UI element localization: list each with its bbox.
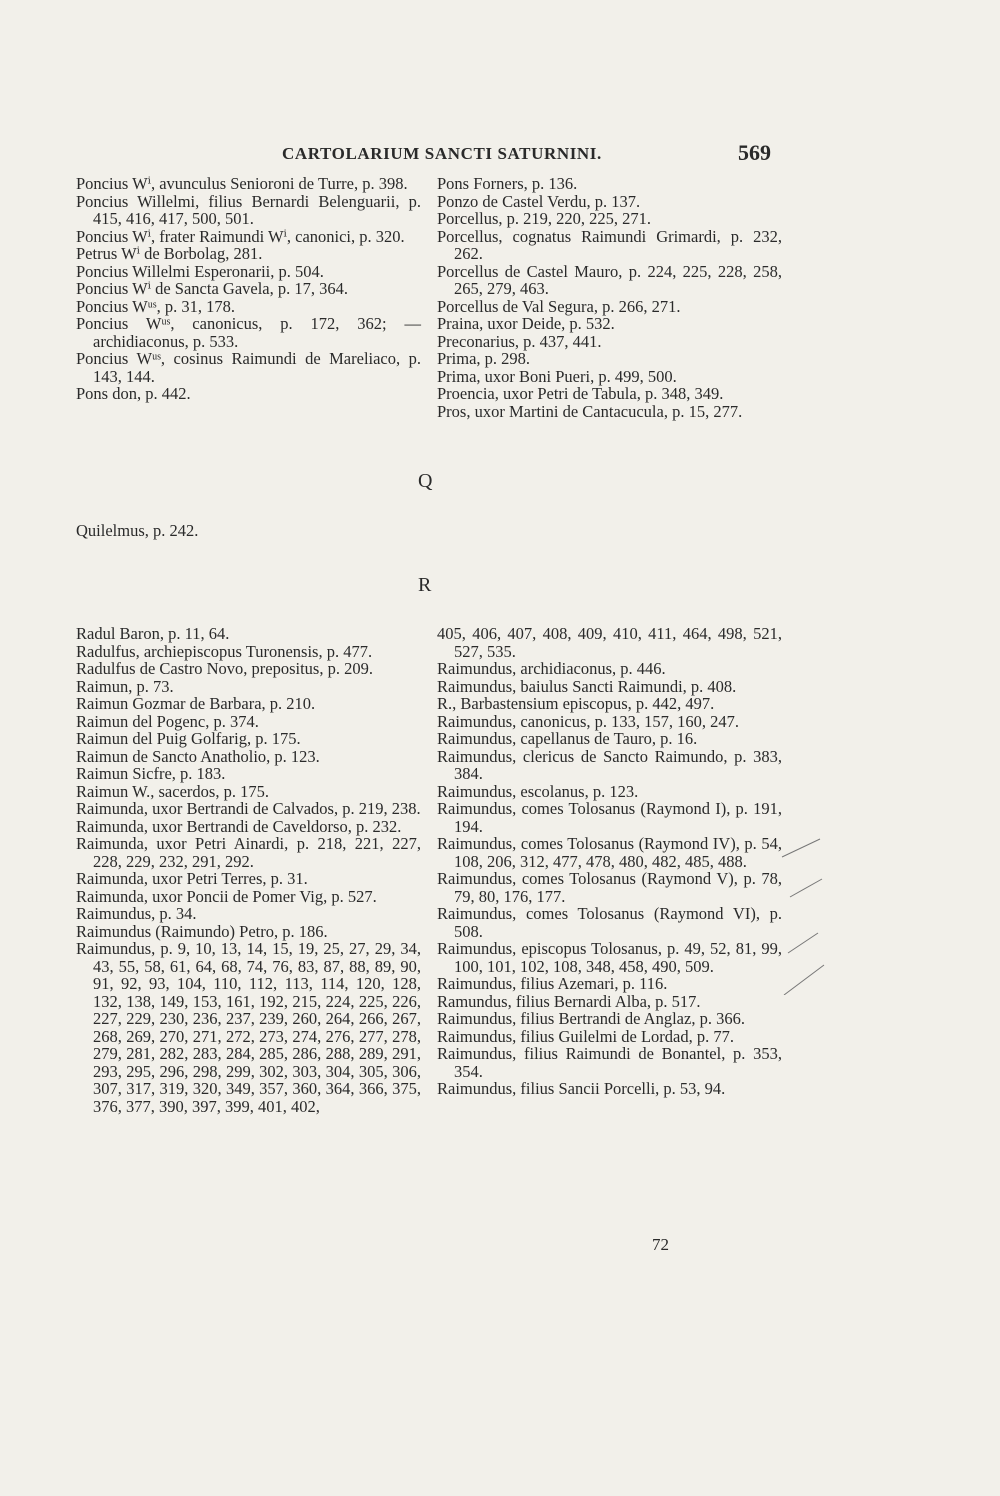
index-entry: Poncius Willelmi Esperonarii, p. 504. (76, 261, 324, 281)
index-entry: Porcellus, p. 219, 220, 225, 271. (437, 209, 652, 228)
index-entry: Raimundus, filius Sancii Porcelli, p. 53, 94. (437, 1079, 726, 1098)
index-entry: Radul Baron, p. 11, 64. (76, 624, 230, 643)
pencil-mark (788, 933, 818, 953)
index-entry: Raimun Sicfre, p. 183. (76, 764, 226, 783)
index-entry: Raimunda, uxor Bertrandi de Calvados, p. 219, 238. (76, 799, 421, 818)
pencil-mark (784, 965, 824, 995)
index-entry: Proencia, uxor Petri de Tabula, p. 348, 349. (437, 384, 724, 403)
index-entry: Raimundus, archidiaconus, p. 446. (437, 659, 666, 678)
index-entry: Raimundus (Raimundo) Petro, p. 186. (76, 921, 328, 941)
index-entry: Raimun Gozmar de Barbara, p. 210. (76, 694, 316, 713)
index-entry: Quilelmus, p. 242. (76, 521, 199, 540)
index-entry: Raimundus, clericus de Sancto Raimundo, p. 383, 384. (437, 746, 782, 783)
index-entry: Raimundus, comes Tolosanus (Raymond I), p. 191, 194. (437, 799, 782, 836)
index-entry: Raimundus, capellanus de Tauro, p. 16. (437, 729, 698, 748)
index-column-r-left (76, 625, 421, 1115)
index-entry: Poncius Wᵘˢ, canonicus, p. 172, 362; — archidiaconus, p. 533. (76, 314, 421, 351)
index-entry: Raimundus, episcopus Tolosanus, p. 49, 52, 81, 99, 100, 101, 102, 108, 348, 458, 490, 509. (437, 939, 782, 976)
index-entry: Raimundus, comes Tolosanus (Raymond VI), p. 508. (437, 904, 782, 941)
index-entry: Raimun, p. 73. (76, 676, 174, 696)
index-entry: Poncius Wⁱ de Sancta Gavela, p. 17, 364. (76, 279, 349, 298)
index-entry: Raimunda, uxor Petri Ainardi, p. 218, 221, 227, 228, 229, 232, 291, 292. (76, 834, 421, 871)
index-entry: Pons don, p. 442. (76, 384, 191, 403)
index-entry: Raimunda, uxor Petri Terres, p. 31. (76, 869, 308, 888)
index-entry: Radulfus de Castro Novo, prepositus, p. 209. (76, 659, 373, 678)
index-entry: Ramundus, filius Bernardi Alba, p. 517. (437, 991, 701, 1011)
index-column-p-left (76, 175, 421, 403)
index-entry: R., Barbastensium episcopus, p. 442, 497. (437, 694, 715, 713)
index-entry: Preconarius, p. 437, 441. (437, 331, 602, 351)
index-entry: Poncius Wᵘˢ, p. 31, 178. (76, 296, 235, 316)
index-column-p-right (437, 175, 782, 420)
pencil-mark (782, 839, 820, 857)
index-entry: Poncius Wⁱ, avunculus Senioroni de Turre, p. 398. (76, 174, 408, 193)
index-entry: Raimundus, filius Guilelmi de Lordad, p. 77. (437, 1026, 734, 1046)
index-entry: Raimun del Pogenc, p. 374. (76, 711, 259, 731)
margin-pencil-marks (780, 835, 830, 995)
running-title: CARTOLARIUM SANCTI SATURNINI. (282, 144, 602, 163)
index-entry: Raimundus, canonicus, p. 133, 157, 160, 247. (437, 711, 740, 731)
index-entry: Pons Forners, p. 136. (437, 174, 578, 193)
index-entry: Raimundus, comes Tolosanus (Raymond V), p. 78, 79, 80, 176, 177. (437, 869, 782, 906)
index-entry: Poncius Wⁱ, frater Raimundi Wⁱ, canonici, p. 320. (76, 226, 405, 246)
index-entry: Ponzo de Castel Verdu, p. 137. (437, 191, 641, 211)
index-entry: Raimunda, uxor Bertrandi de Caveldorso, p. 232. (76, 816, 402, 836)
section-letter-q: Q (418, 470, 433, 492)
index-entry: Prima, p. 298. (437, 349, 531, 368)
index-entry: Porcellus de Val Segura, p. 266, 271. (437, 296, 681, 316)
index-entry: Poncius Willelmi, filius Bernardi Belenguarii, p. 415, 416, 417, 500, 501. (76, 191, 421, 228)
signature-mark: 72 (652, 1235, 669, 1254)
index-entry: Raimundus, baiulus Sancti Raimundi, p. 408. (437, 676, 737, 696)
index-entry: Radulfus, archiepiscopus Turonensis, p. 477. (76, 641, 373, 661)
index-entry: Raimundus, filius Raimundi de Bonantel, p. 353, 354. (437, 1044, 782, 1081)
index-column-r-right (437, 625, 782, 1098)
index-entry: Petrus Wⁱ de Borbolag, 281. (76, 244, 263, 263)
index-entry: Porcellus de Castel Mauro, p. 224, 225, 228, 258, 265, 279, 463. (437, 261, 782, 298)
pencil-mark (790, 879, 822, 897)
index-entry: Raimunda, uxor Poncii de Pomer Vig, p. 527. (76, 886, 377, 906)
index-entry: Poncius Wᵘˢ, cosinus Raimundi de Mareliaco, p. 143, 144. (76, 349, 421, 386)
index-entry: Raimun del Puig Golfarig, p. 175. (76, 729, 301, 748)
index-entry: 405, 406, 407, 408, 409, 410, 411, 464, 498, 521, 527, 535. (437, 624, 782, 661)
index-entry: Raimundus, escolanus, p. 123. (437, 781, 639, 801)
index-entry: Prima, uxor Boni Pueri, p. 499, 500. (437, 366, 677, 386)
index-entry: Raimundus, filius Azemari, p. 116. (437, 974, 668, 993)
index-entry: Raimundus, comes Tolosanus (Raymond IV), p. 54, 108, 206, 312, 477, 478, 480, 482, 485, 488. (437, 834, 782, 871)
index-entry: Raimundus, p. 9, 10, 13, 14, 15, 19, 25, 27, 29, 34, 43, 55, 58, 61, 64, 68, 74, 76, 83, 87, 88, 89, 90, 91, 92, 93, 104, 110, 112, 113, 114, 120, 128, 132, 138, 149, 153, 161, 192, 215, 224, 225, 226, 227, 229, 230, 236, 237, 239, 260, 264, 266, 267, 268, 269, 270, 271, 272, 273, 274, 276, 277, 278, 279, 281, 282, 283, 284, 285, 286, 288, 289, 291, 293, 295, 296, 298, 299, 302, 303, 304, 305, 306, 307, 317, 319, 320, 349, 357, 360, 364, 366, 375, 376, 377, 390, 397, 399, 401, 402, (76, 939, 421, 1116)
index-entry: Pros, uxor Martini de Cantacucula, p. 15, 277. (437, 401, 743, 421)
index-entry: Porcellus, cognatus Raimundi Grimardi, p. 232, 262. (437, 226, 782, 263)
index-entry: Praina, uxor Deide, p. 532. (437, 314, 615, 333)
index-entry: Raimun de Sancto Anatholio, p. 123. (76, 746, 320, 766)
index-entry: Raimundus, filius Bertrandi de Anglaz, p. 366. (437, 1009, 745, 1028)
page-number: 569 (738, 140, 771, 165)
section-letter-r: R (418, 574, 432, 596)
index-entry: Raimundus, p. 34. (76, 904, 197, 923)
index-entry: Raimun W., sacerdos, p. 175. (76, 781, 269, 801)
